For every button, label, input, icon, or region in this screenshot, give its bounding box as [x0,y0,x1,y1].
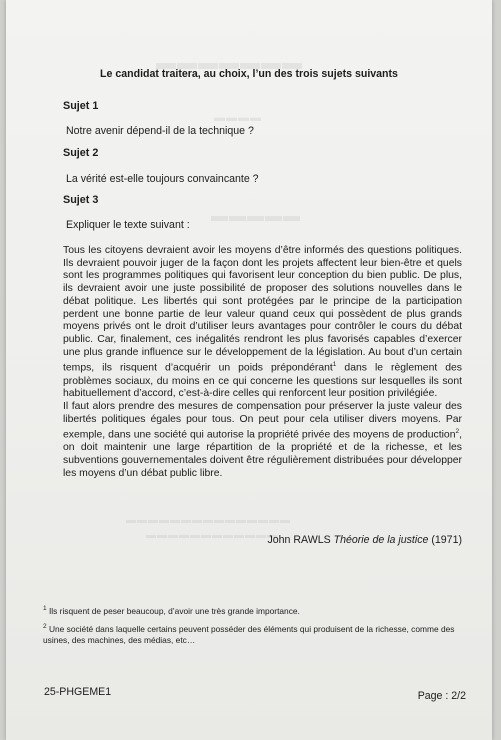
sujet-3-text: Expliquer le texte suivant : [66,219,190,231]
page-heading: Le candidat traitera, au choix, l’un des trois sujets suivants [100,68,398,80]
citation [267,534,462,546]
footnote-text: Ils risquent de peser beaucoup, d’avoir une très grande importance. [46,605,300,616]
footnote-mark: 2 [43,622,47,630]
sujet-1-label: Sujet 1 [63,100,99,112]
show-through-text: ▬▬▬▬▬▬▬▬▬▬▬▬ [146,530,278,541]
philosophy-passage [63,245,462,481]
passage-paragraph-1 [63,245,462,401]
passage-text: , on doit maintenir une large répartition de la propriété et de la richesse, et les subventions gouvernementales doivent être régulièrement distribuées pour développer les moyens d’un débat public libre. [63,429,462,479]
footnote-1 [43,603,465,617]
footnote-ref-2: 2 [455,428,460,436]
exam-page [6,0,492,740]
sujet-3-label: Sujet 3 [63,194,99,206]
show-through-text: ▬▬▬▬▬▬▬ [156,52,303,74]
footnote-text: Une société dans laquelle certains peuvent posséder des éléments qui produisent de la richesse, comme des usines, des machines, des médias, etc… [43,623,455,645]
passage-text: dans le règlement des problèmes sociaux, du moins en ce qui concerne les questions sur lesquelles ils sont habituellement d’accord, c’est-à-dire celles qui renforcent leur position privilégiée. [63,362,462,400]
exam-code: 25-PHGEME1 [44,686,112,698]
page-number: Page : 2/2 [417,690,466,702]
show-through-text: ▬▬▬▬▬▬▬▬▬▬▬▬▬▬▬ [126,515,291,526]
citation-work: Théorie de la justice [333,534,429,546]
sujet-2-text: La vérité est-elle toujours convaincante ? [66,173,259,185]
footnote-2 [43,621,465,646]
citation-year: (1971) [431,534,462,546]
citation-author: John RAWLS [267,534,331,546]
passage-text: Il faut alors prendre des mesures de compensation pour préserver la juste valeur des libertés politiques égales pour tous. On peut pour cela utiliser divers moyens. Par exemple, dans une société qui autorise la propriété privée des moyens de production [63,400,462,441]
show-through-text: ▬▬▬▬ [214,112,262,124]
sujet-2-label: Sujet 2 [63,147,99,159]
show-through-text: ▬▬▬▬▬ [211,206,301,225]
passage-paragraph-2 [63,401,462,481]
passage-text: Tous les citoyens devraient avoir les moyens d’être informés des questions politiques. Ils devraient pouvoir juger de la façon dont les projets affectent leur bien-être et quels sont les programmes politiques qui favorisent leur conception du bien public. De plus, ils devraient avoir une juste possibilité de proposer des solutions nouvelles dans le débat politique. Les libertés qui sont protégées par le principe de la participation perdent une bonne partie de leur valeur quand ceux qui possèdent de plus grands moyens privés ont le droit d’utiliser leurs avantages pour contrôler le cours du débat public. Car, finalement, ces inégalités rendront les plus favorisés capables d’exercer une plus grande influence sur le développement de la législation. Au bout d’un certain temps, ils risquent d’acquérir un poids prépondérant [63,245,462,374]
footnote-ref-1: 1 [332,361,337,369]
sujet-1-text: Notre avenir dépend-il de la technique ? [66,125,254,137]
footnotes [43,603,465,650]
footnote-mark: 1 [43,605,47,612]
